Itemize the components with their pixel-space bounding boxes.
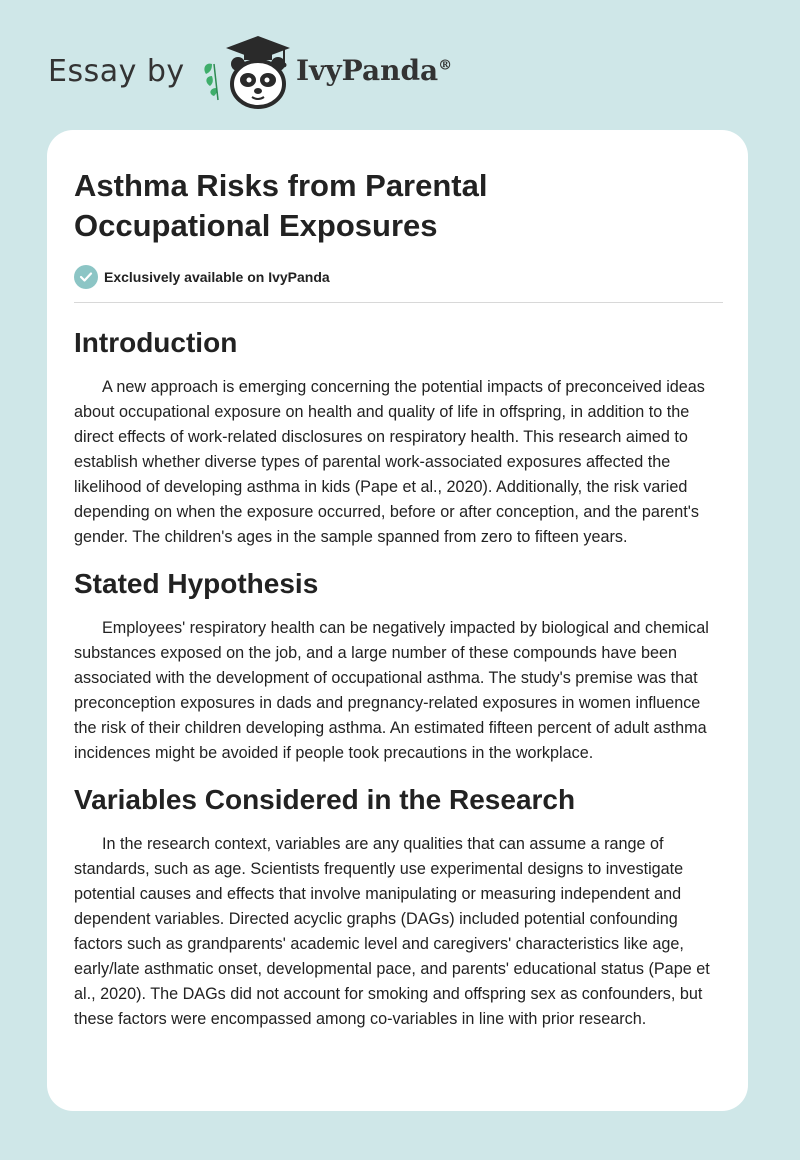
brand-text: IvyPanda xyxy=(296,54,439,87)
section-paragraph-variables: In the research context, variables are any qualities that can assume a range of standards, such as age. Scientists frequently use experimental designs to investigate potential causes and effects that involve manipulating or measuring independent and dependent variables. Directed acyclic graphs (DAGs) included potential confounding factors such as grandparents' academic level and caregivers' characteristics like age, early/late asthmatic onset, developmental pace, and parents' educational status (Pape et al., 2020). The DAGs did not account for smoking and offspring sex as confounders, but these factors were encompassed among co-variables in line with prior research. xyxy=(74,835,710,1028)
section-heading-hypothesis: Stated Hypothesis xyxy=(74,568,319,599)
site-header xyxy=(48,34,528,110)
check-icon xyxy=(79,270,93,284)
page-title: Asthma Risks from Parental Occupational Exposures xyxy=(74,168,488,243)
panda-graduate-logo-icon[interactable] xyxy=(200,34,292,110)
brand-name[interactable] xyxy=(296,54,452,87)
exclusive-badge xyxy=(74,264,722,290)
section-heading-introduction: Introduction xyxy=(74,327,238,358)
panda-logo-svg xyxy=(200,34,292,110)
registered-mark: ® xyxy=(438,57,453,74)
ivy-leaf-icon xyxy=(204,64,218,100)
divider xyxy=(74,302,723,303)
essay-by-label: Essay by xyxy=(48,54,185,89)
badge-label: Exclusively available on IvyPanda xyxy=(104,269,330,285)
essay-card xyxy=(47,130,748,1111)
check-circle-icon xyxy=(74,265,98,289)
section-paragraph-hypothesis: Employees' respiratory health can be negatively impacted by biological and chemical substances exposed on the job, and a large number of these compounds have been associated with the development of occupational asthma. The study's premise was that preconception exposures in dads and pregnancy-related exposures in women influence the risk of their children developing asthma. An estimated fifteen percent of adult asthma incidences might be avoided if people took precautions in the workplace. xyxy=(74,619,709,762)
section-heading-variables: Variables Considered in the Research xyxy=(74,784,576,815)
section-paragraph-introduction: A new approach is emerging concerning the potential impacts of preconceived ideas about occupational exposure on health and quality of life in offspring, in addition to the direct effects of work-related disclosures on respiratory health. This research aimed to establish whether diverse types of parental work-associated exposures affected the likelihood of developing asthma in kids (Pape et al., 2020). Additionally, the risk varied depending on when the exposure occurred, before or after conception, and the parent's gender. The children's ages in the sample spanned from zero to fifteen years. xyxy=(74,378,705,546)
